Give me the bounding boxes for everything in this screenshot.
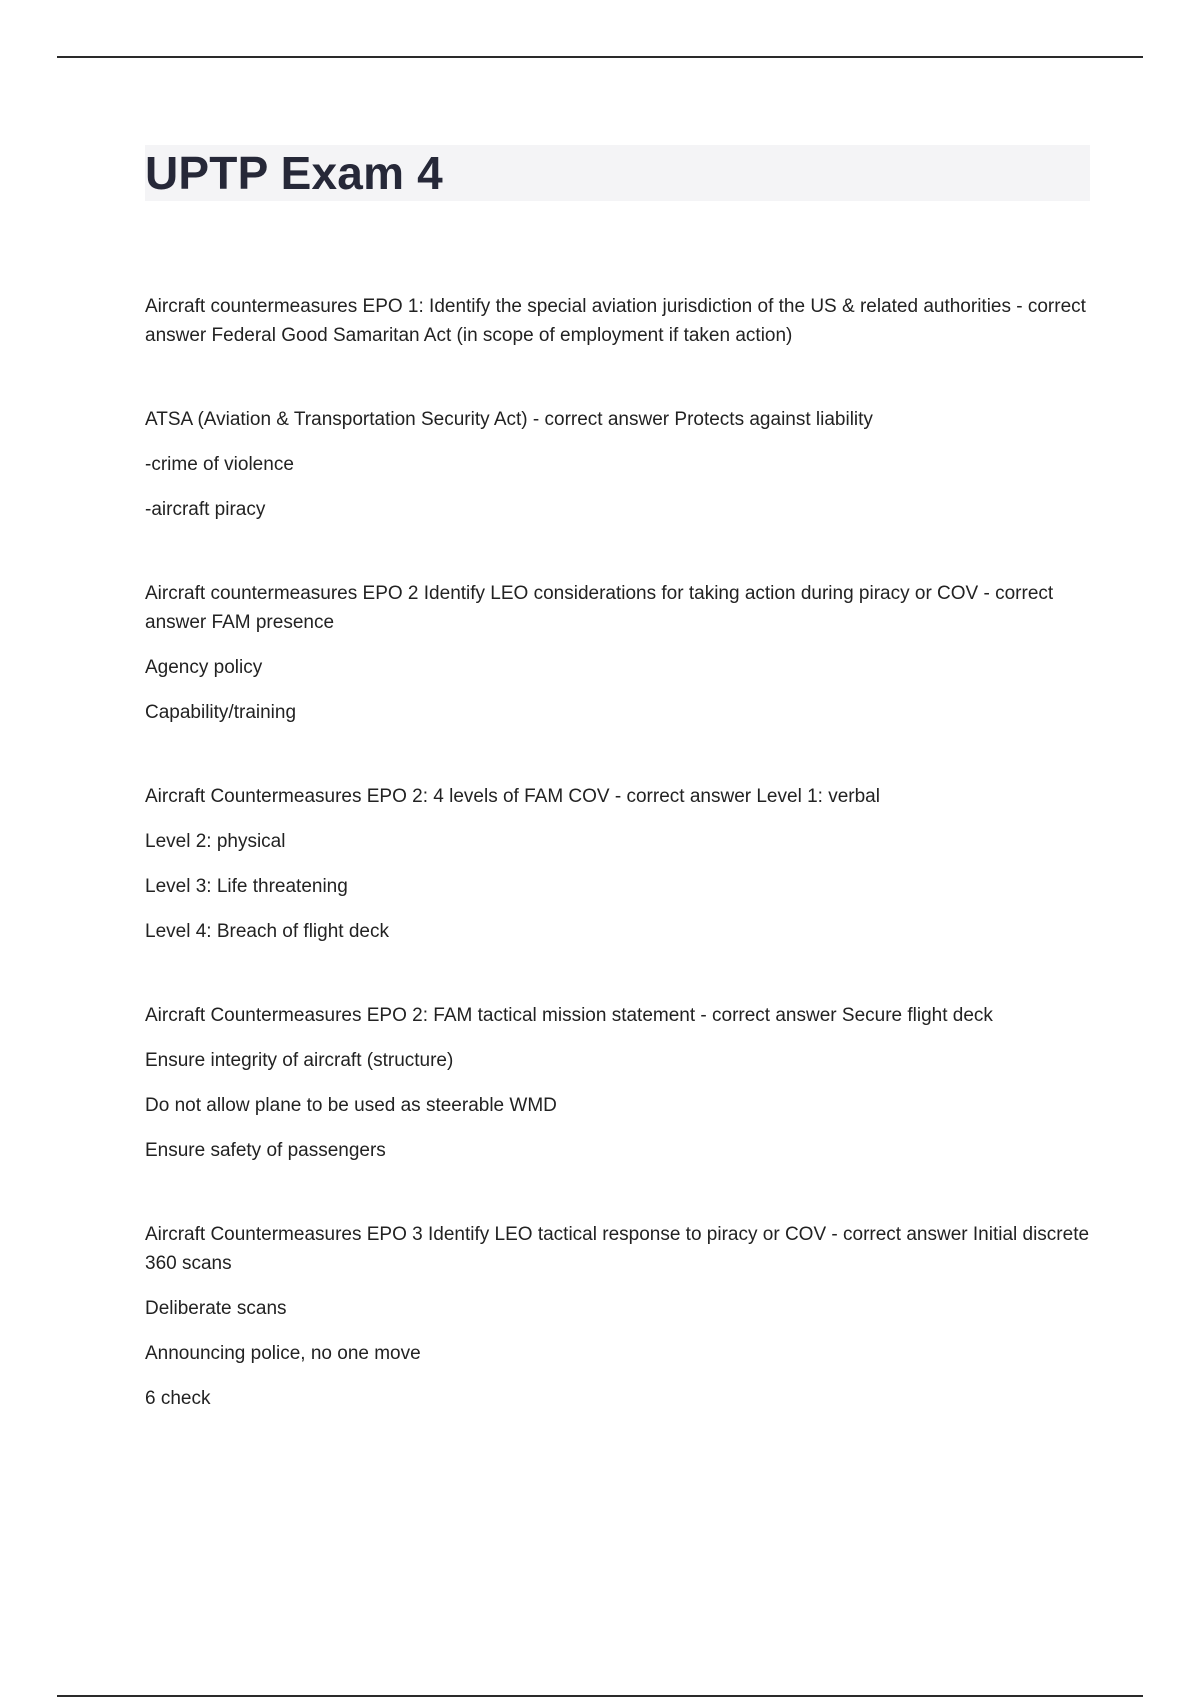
qa-line: -aircraft piracy [145,499,266,520]
qa-block [145,782,1090,946]
qa-line: Ensure integrity of aircraft (structure) [145,1050,454,1071]
qa-line: Do not allow plane to be used as steerable WMD [145,1095,557,1116]
title-bar [145,145,1090,201]
qa-line: 6 check [145,1388,211,1409]
qa-block [145,405,1090,524]
qa-block [145,579,1090,727]
qa-line: Announcing police, no one move [145,1343,421,1364]
qa-line: Deliberate scans [145,1298,287,1319]
qa-block [145,1220,1090,1413]
qa-line: Aircraft countermeasures EPO 1: Identify the special aviation jurisdiction of the US & related authorities - correct answer Federal Good Samaritan Act (in scope of employment if taken action) [145,296,1086,346]
qa-line: Level 2: physical [145,831,286,852]
bottom-rule [57,1695,1143,1697]
qa-line: ATSA (Aviation & Transportation Security Act) - correct answer Protects against liability [145,409,873,430]
qa-block [145,292,1090,350]
qa-line: Capability/training [145,702,297,723]
qa-line: Level 3: Life threatening [145,876,348,897]
document-content [145,145,1090,1468]
page-title: UPTP Exam 4 [145,147,443,199]
qa-line: Aircraft Countermeasures EPO 2: 4 levels of FAM COV - correct answer Level 1: verbal [145,786,880,807]
qa-line: Aircraft Countermeasures EPO 3 Identify LEO tactical response to piracy or COV - correct answer Initial discrete 360 scans [145,1224,1090,1274]
qa-line: Level 4: Breach of flight deck [145,921,389,942]
qa-line: Aircraft countermeasures EPO 2 Identify LEO considerations for taking action during piracy or COV - correct answer FAM presence [145,583,1054,633]
top-rule [57,56,1143,58]
qa-line: Agency policy [145,657,263,678]
qa-line: -crime of violence [145,454,294,475]
qa-line: Ensure safety of passengers [145,1140,386,1161]
qa-line: Aircraft Countermeasures EPO 2: FAM tactical mission statement - correct answer Secure flight deck [145,1005,993,1026]
qa-block [145,1001,1090,1165]
qa-list [145,292,1090,1413]
